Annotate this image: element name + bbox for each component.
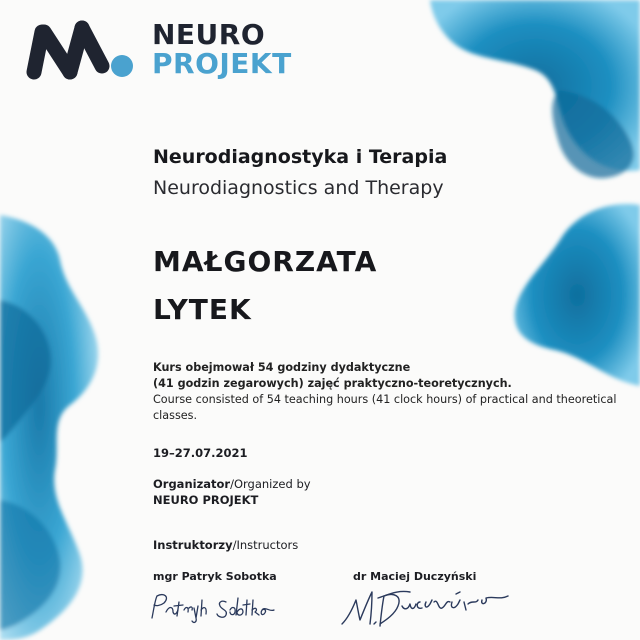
neuro-projekt-logo-icon (20, 18, 140, 82)
organizer-label-pl: Organizator (153, 477, 231, 491)
description-pl-line2: (41 godzin zegarowych) zajęć praktyczno-teoretycznych. (153, 377, 512, 390)
participant-name (153, 238, 377, 334)
participant-first-name: MAŁGORZATA (153, 245, 378, 278)
organizer-name: NEURO PROJEKT (153, 493, 259, 507)
signature-patryk-sobotka (146, 588, 296, 628)
instructors-label-pl: Instruktorzy (153, 538, 233, 552)
description-en-line1: Course consisted of 54 teaching hours (41 clock hours) of practical and theoretical (153, 393, 617, 406)
instructor-name-1: mgr Patryk Sobotka (153, 570, 277, 583)
course-description (153, 360, 623, 424)
logo-projekt: PROJEKT (152, 47, 292, 80)
signature-maciej-duczynski (338, 580, 518, 630)
instructors-label (153, 538, 298, 552)
course-dates: 19–27.07.2021 (153, 446, 248, 460)
logo-neuro: NEURO (152, 18, 266, 51)
logo-wordmark (152, 20, 292, 78)
instructor-name-2: dr Maciej Duczyński (353, 570, 477, 583)
description-pl-line1: Kurs obejmował 54 godziny dydaktyczne (153, 361, 411, 374)
instructors-label-en: /Instructors (232, 538, 299, 552)
description-en-line2: classes. (153, 409, 198, 422)
course-title-en: Neurodiagnostics and Therapy (153, 177, 444, 199)
organizer-label (153, 476, 311, 492)
course-title-pl: Neurodiagnostyka i Terapia (153, 146, 448, 168)
participant-last-name: LYTEK (153, 293, 252, 326)
organizer-block (153, 476, 311, 508)
organizer-label-en: /Organized by (230, 477, 311, 491)
